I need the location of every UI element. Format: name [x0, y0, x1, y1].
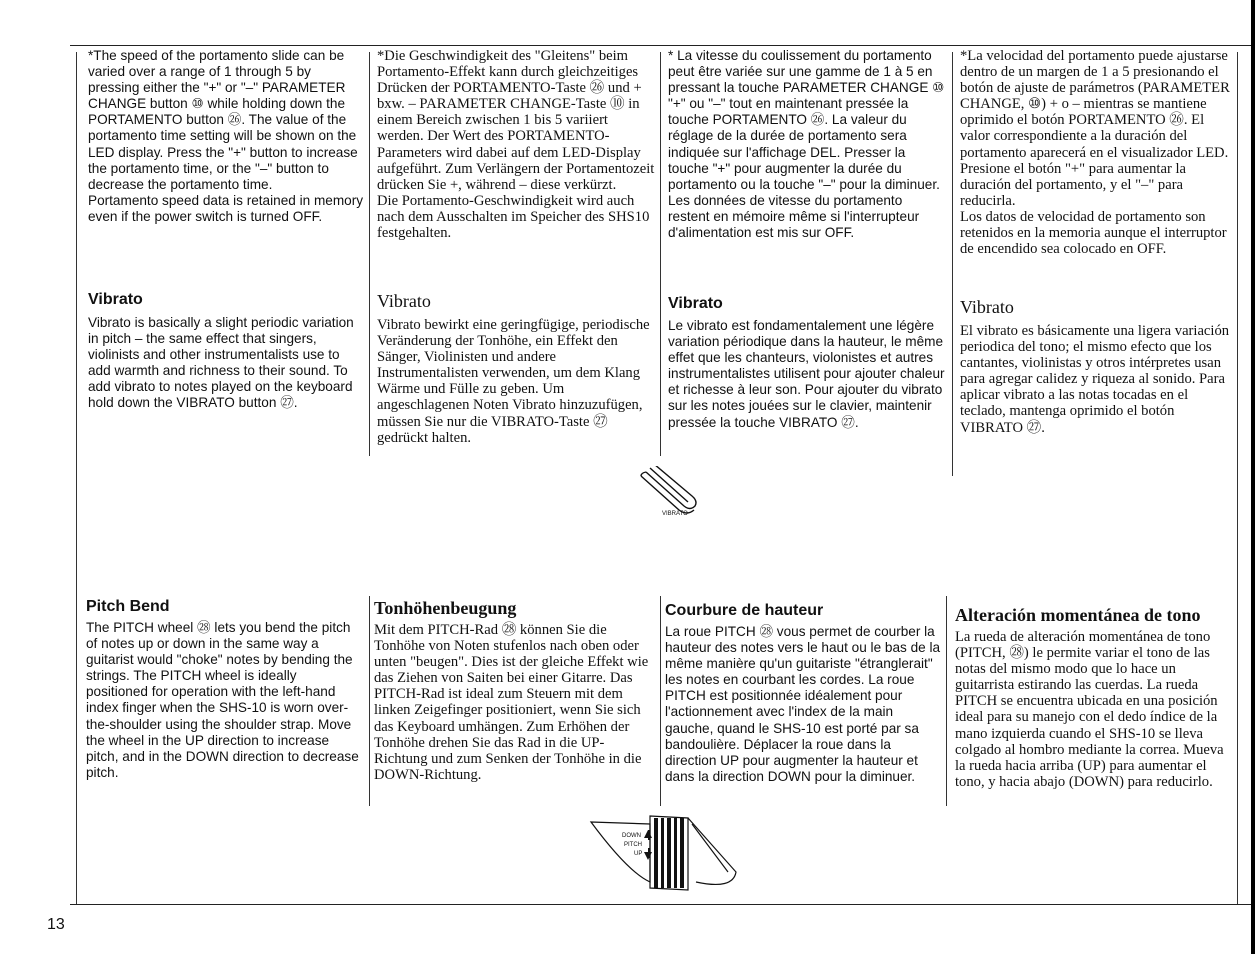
portamento-de-para2: Die Portamento-Geschwindigkeit wird auch nach dem Ausschalten im Speicher des SHS10 festgehalten.	[377, 192, 650, 242]
pitch-de-text: Mit dem PITCH-Rad ㉘ können Sie die Tonhöhe von Noten stufenlos nach oben oder unten "beugen". Dies ist der gleiche Effekt wie das Ziehen von Saiten bei einer Gitarre. Das PITCH-Rad ist ideal zum Steuern mit dem linken Zeigefinger positioniert, wenn Sie sich das Keyboard umhängen. Zum Erhöhen der Tonhöhe drehen Sie das Rad in die UP-Richtung und zum Senken der Tonhöhe in die DOWN-Richtung.	[374, 622, 649, 783]
top-rule	[70, 45, 1255, 46]
pitch-fr-heading: Courbure de hauteur	[665, 602, 824, 619]
portamento-es-para2: Los datos de velocidad de portamento son retenidos en la memoria aunque el interruptor de encendido sea colocado en OFF.	[960, 208, 1227, 258]
portamento-fr-para1: * La vitesse du coulissement du portamento peut être variée sur une gamme de 1 à 5 en pressant la touche PARAMETER CHANGE ⑩ "+" ou "–" tout en maintenant pressée la touche PORTAMENTO ㉖. La valeur du réglage de la durée de portamento sera indiquée sur l'affichage DEL. Presser la touche "+" pour augmenter la durée du portamento ou la touche "–" pour la diminuer.	[668, 48, 945, 192]
portamento-es	[960, 48, 1236, 257]
vibrato-es-heading: Vibrato	[960, 297, 1014, 317]
portamento-de	[377, 48, 655, 241]
pitch-es-text: La rueda de alteración momentánea de tono (PITCH, ㉘) le permite variar el tono de las notas del mismo modo que lo hace un guitarrista estirando las cuerdas. La rueda PITCH se encuentra ubicada en una posición ideal para su manejo con el dedo índice de la mano izquierda cuando el SHS-10 se lleva colgado al hombro mediante la correa. Mueva la rueda hacia arriba (UP) para aumentar el tono, y hacia abajo (DOWN) para reducirlo.	[955, 629, 1224, 790]
vibrato-fr-heading: Vibrato	[668, 295, 723, 312]
pitch-de	[374, 597, 654, 783]
vibrato-fr-text: Le vibrato est fondamentalement une légère variation périodique dans la hauteur, le même effet que les chanteurs, violonistes et autres instrumentalistes utilisent pour ajouter chaleur et richesse à leur son. Pour ajouter du vibrato sur les notes jouées sur le clavier, maintenir pressée la touche VIBRATO ㉗.	[668, 318, 945, 430]
pitch-fr	[665, 601, 941, 785]
vibrato-en-heading: Vibrato	[88, 291, 143, 308]
pitch-wheel-illustration	[588, 812, 738, 892]
vibrato-es	[960, 296, 1236, 436]
bottom-rule	[70, 904, 1255, 905]
vibrato-de-heading: Vibrato	[377, 291, 431, 311]
column-rule-8	[946, 596, 947, 806]
pitch-label-down: DOWN	[622, 833, 641, 839]
page-edge	[1251, 0, 1255, 954]
vibrato-en	[88, 290, 364, 412]
vibrato-fr	[668, 294, 947, 431]
vibrato-en-text: Vibrato is basically a slight periodic variation in pitch – the same effect that singers, violinists and other instrumentalists use to add warmth and richness to their sound. To add vibrato to notes played on the keyboard hold down the VIBRATO button ㉗.	[88, 315, 354, 411]
column-rule-2	[369, 52, 370, 456]
portamento-en	[88, 48, 364, 225]
portamento-fr	[668, 48, 947, 241]
portamento-fr-para2: Les données de vitesse du portamento restent en mémoire même si l'interrupteur d'alimentation est mis sur OFF.	[668, 192, 920, 241]
column-rule-3	[660, 52, 661, 456]
pitch-label-pitch: PITCH	[624, 842, 642, 848]
vibrato-illustration	[638, 466, 708, 520]
column-rule-7	[660, 596, 661, 806]
vibrato-de	[377, 290, 655, 446]
column-rule-6	[369, 596, 370, 806]
pitch-en-heading: Pitch Bend	[86, 598, 170, 615]
portamento-en-para2: Portamento speed data is retained in memory even if the power switch is turned OFF.	[88, 192, 364, 224]
pitch-de-heading: Tonhöhenbeugung	[374, 598, 517, 618]
column-rule-5	[1237, 52, 1238, 904]
portamento-es-para1: *La velocidad del portamento puede ajustarse dentro de un margen de 1 a 5 presionando el botón de ajuste de parámetros (PARAMETER CHANGE, ⑩) + o – mientras se mantiene oprimido el botón PORTAMENTO ㉖. El valor correspondiente a la duración del portamento aparecerá en el visualizador LED. Presione el botón "+" para aumentar la duración del portamento, y el "–" para reducirla.	[960, 48, 1230, 209]
pitch-wheel-icon	[588, 812, 738, 892]
pitch-es-heading: Alteración momentánea de tono	[955, 605, 1201, 625]
vibrato-de-text: Vibrato bewirkt eine geringfügige, periodische Veränderung der Tonhöhe, ein Effekt den Sänger, Violinisten und andere Instrumentalisten verwenden, um dem Klang Wärme und Fülle zu geben. Um angeschlagenen Noten Vibrato hinzuzufügen, müssen Sie nur die VIBRATO-Taste ㉗ gedrückt halten.	[377, 317, 650, 446]
column-rule-1	[76, 52, 77, 904]
pitch-en	[86, 597, 362, 781]
pitch-fr-text: La roue PITCH ㉘ vous permet de courber la hauteur des notes vers le haut ou le bas de la même manière qu'un guitariste "étranglerait" les notes en courbant les cordes. La roue PITCH est positionnée idéalement pour l'actionnement avec l'index de la main gauche, quand le SHS-10 est porté par sa bandoulière. Déplacer la roue dans la direction UP pour augmenter la hauteur et dans la direction DOWN pour la diminuer.	[665, 624, 941, 784]
page-number: 13	[47, 916, 65, 933]
portamento-en-para1: *The speed of the portamento slide can be varied over a range of 1 through 5 by pressing either the "+" or "–" PARAMETER CHANGE button ⑩ while holding down the PORTAMENTO button ㉖. The value of the portamento time setting will be shown on the LED display. Press the "+" button to increase the portamento time, or the "–" button to decrease the portamento time.	[88, 48, 358, 192]
pitch-label-up: UP	[634, 851, 643, 857]
column-rule-4	[952, 52, 953, 476]
pitch-es	[955, 604, 1231, 790]
vibrato-illustration-label: VIBRATO	[662, 511, 688, 517]
pitch-en-text: The PITCH wheel ㉘ lets you bend the pitch of notes up or down in the same way a guitarist would "choke" notes by bending the strings. The PITCH wheel is ideally positioned for operation with the left-hand index finger when the SHS-10 is worn over-the-shoulder using the shoulder strap. Move the wheel in the UP direction to increase pitch, and in the DOWN direction to decrease pitch.	[86, 620, 359, 780]
vibrato-es-text: El vibrato es básicamente una ligera variación periodica del tono; el mismo efecto que los cantantes, violinistas y otros intérpretes usan para agregar calidez y riqueza al sonido. Para aplicar vibrato a las notas tocadas en el teclado, mantenga oprimido el botón VIBRATO ㉗.	[960, 323, 1230, 436]
portamento-de-para1: *Die Geschwindigkeit des "Gleitens" beim Portamento-Effekt kann durch gleichzeitiges Drücken der PORTAMENTO-Taste ㉖ und + bxw. – PARAMETER CHANGE-Taste ⑩ in einem Bereich zwischen 1 bis 5 variiert werden. Der Wert des PORTAMENTO-Parameters wird dabei auf dem LED-Display aufgeführt. Zum Verlängern der Portamentozeit drücken Sie +, während – diese verkürzt.	[377, 48, 655, 193]
